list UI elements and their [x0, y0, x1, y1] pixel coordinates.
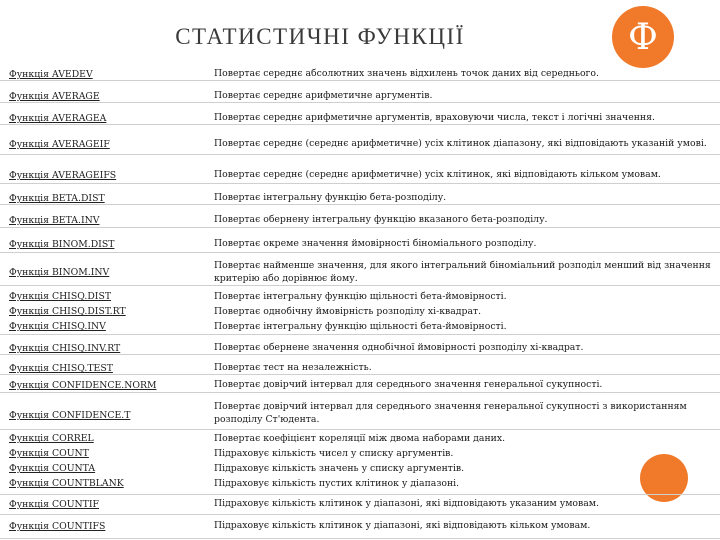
- function-description: Повертає обернене значення однобічної ймовірності розподілу хі-квадрат.: [214, 342, 584, 353]
- function-description-cell: [214, 400, 714, 426]
- function-description: Підраховує кількість пустих клітинок у діапазоні.: [214, 478, 460, 489]
- function-description-cell: [214, 89, 714, 102]
- function-link[interactable]: Функція COUNTA: [9, 463, 96, 474]
- function-link[interactable]: Функція COUNTBLANK: [9, 478, 124, 489]
- function-description: Повертає середнє арифметичне аргументів.: [214, 90, 433, 101]
- function-description-cell: [214, 137, 714, 150]
- function-description: Повертає однобічну ймовірність розподілу хі-квадрат.: [214, 306, 482, 317]
- function-description: Повертає обернену інтегральну функцію вказаного бета-розподілу.: [214, 214, 548, 225]
- table-row: [0, 354, 720, 375]
- table-row: [0, 514, 720, 539]
- function-link[interactable]: Функція CONFIDENCE.T: [9, 410, 131, 421]
- function-description: Повертає інтегральну функцію щільності бета-ймовірності.: [214, 321, 507, 332]
- function-name-cell: [9, 408, 209, 423]
- function-name-cell: [9, 213, 209, 228]
- function-name-cell: [9, 431, 209, 491]
- function-description-cell: [214, 289, 714, 334]
- table-row: [0, 334, 720, 355]
- function-description-cell: [214, 67, 714, 80]
- badge-letter: Ф: [628, 16, 658, 58]
- function-description-cell: [214, 431, 714, 491]
- function-description-cell: [214, 378, 714, 391]
- function-description: Підраховує кількість чисел у списку аргументів.: [214, 448, 454, 459]
- function-name-cell: [9, 137, 209, 152]
- table-row: [0, 374, 720, 393]
- function-name-cell: [9, 265, 209, 280]
- function-link[interactable]: Функція AVERAGEIF: [9, 139, 110, 150]
- function-name-cell: [9, 237, 209, 252]
- function-description: Підраховує кількість клітинок у діапазоні, які відповідають указаним умовам.: [214, 498, 599, 509]
- function-name-cell: [9, 289, 209, 334]
- table-row: [0, 392, 720, 430]
- function-name-cell: [9, 378, 209, 393]
- function-link[interactable]: Функція BETA.INV: [9, 215, 100, 226]
- table-row: [0, 80, 720, 103]
- table-row: [0, 429, 720, 495]
- function-link[interactable]: Функція AVERAGE: [9, 91, 100, 102]
- function-link[interactable]: Функція AVERAGEA: [9, 113, 107, 124]
- function-link[interactable]: Функція AVERAGEIFS: [9, 170, 117, 181]
- function-description-cell: [214, 497, 714, 510]
- function-description: Повертає окреме значення ймовірності біноміального розподілу.: [214, 238, 537, 249]
- function-description-cell: [214, 341, 714, 354]
- table-row: [0, 154, 720, 184]
- function-description-cell: [214, 191, 714, 204]
- function-link[interactable]: Функція AVEDEV: [9, 69, 93, 80]
- function-description-cell: [214, 259, 714, 285]
- function-link[interactable]: Функція CHISQ.DIST.RT: [9, 306, 126, 317]
- function-link[interactable]: Функція CHISQ.INV: [9, 321, 106, 332]
- function-description: Повертає середнє арифметичне аргументів, враховуючи числа, текст і логічні значення.: [214, 112, 655, 123]
- function-link[interactable]: Функція COUNTIFS: [9, 521, 106, 532]
- page-title: СТАТИСТИЧНІ ФУНКЦІЇ: [175, 24, 465, 49]
- function-name-cell: [9, 519, 209, 534]
- function-description-cell: [214, 168, 714, 181]
- function-link[interactable]: Функція CHISQ.INV.RT: [9, 343, 121, 354]
- function-name-cell: [9, 168, 209, 183]
- table-row: [0, 204, 720, 228]
- function-description: Повертає середнє (середнє арифметичне) усіх клітинок діапазону, які відповідають указаній умові.: [214, 138, 707, 149]
- function-link[interactable]: Функція BETA.DIST: [9, 193, 105, 204]
- function-description: Повертає інтегральну функцію щільності бета-ймовірності.: [214, 291, 507, 302]
- table-row: [0, 227, 720, 253]
- function-link[interactable]: Функція COUNT: [9, 448, 89, 459]
- function-description: Повертає тест на незалежність.: [214, 362, 372, 373]
- function-link[interactable]: Функція CHISQ.TEST: [9, 363, 113, 374]
- function-description: Повертає середнє (середнє арифметичне) усіх клітинок, які відповідають кільком умовам.: [214, 169, 661, 180]
- function-description: Повертає середнє абсолютних значень відхилень точок даних від середнього.: [214, 68, 599, 79]
- function-description: Повертає інтегральну функцію бета-розподілу.: [214, 192, 447, 203]
- function-link[interactable]: Функція CORREL: [9, 433, 94, 444]
- function-description: Підраховує кількість значень у списку аргументів.: [214, 463, 465, 474]
- function-description-cell: [214, 213, 714, 226]
- function-link[interactable]: Функція BINOM.INV: [9, 267, 110, 278]
- table-row: [0, 285, 720, 335]
- table-row: [0, 102, 720, 125]
- table-row: [0, 494, 720, 515]
- function-link[interactable]: Функція COUNTIF: [9, 499, 99, 510]
- function-description-cell: [214, 519, 714, 532]
- function-description-cell: [214, 237, 714, 250]
- function-description: Повертає довірчий інтервал для середнього значення генеральної сукупності з використанням розподілу Ст'юдента.: [214, 401, 687, 425]
- table-row: [0, 252, 720, 286]
- function-name-cell: [9, 497, 209, 512]
- function-description-cell: [214, 111, 714, 124]
- function-description: Повертає довірчий інтервал для середнього значення генеральної сукупності.: [214, 379, 603, 390]
- function-link[interactable]: Функція BINOM.DIST: [9, 239, 115, 250]
- function-description: Підраховує кількість клітинок у діапазоні, які відповідають кільком умовам.: [214, 520, 591, 531]
- table-row: [0, 124, 720, 155]
- function-description: Повертає найменше значення, для якого інтегральний біноміальний розподіл менший від значення критерію або дорівнює йому.: [214, 260, 711, 284]
- function-description-cell: [214, 361, 714, 374]
- function-link[interactable]: Функція CONFIDENCE.NORM: [9, 380, 157, 391]
- table-row: [0, 183, 720, 205]
- function-link[interactable]: Функція CHISQ.DIST: [9, 291, 112, 302]
- table-row: [0, 58, 720, 81]
- function-description: Повертає коефіцієнт кореляції між двома наборами даних.: [214, 433, 506, 444]
